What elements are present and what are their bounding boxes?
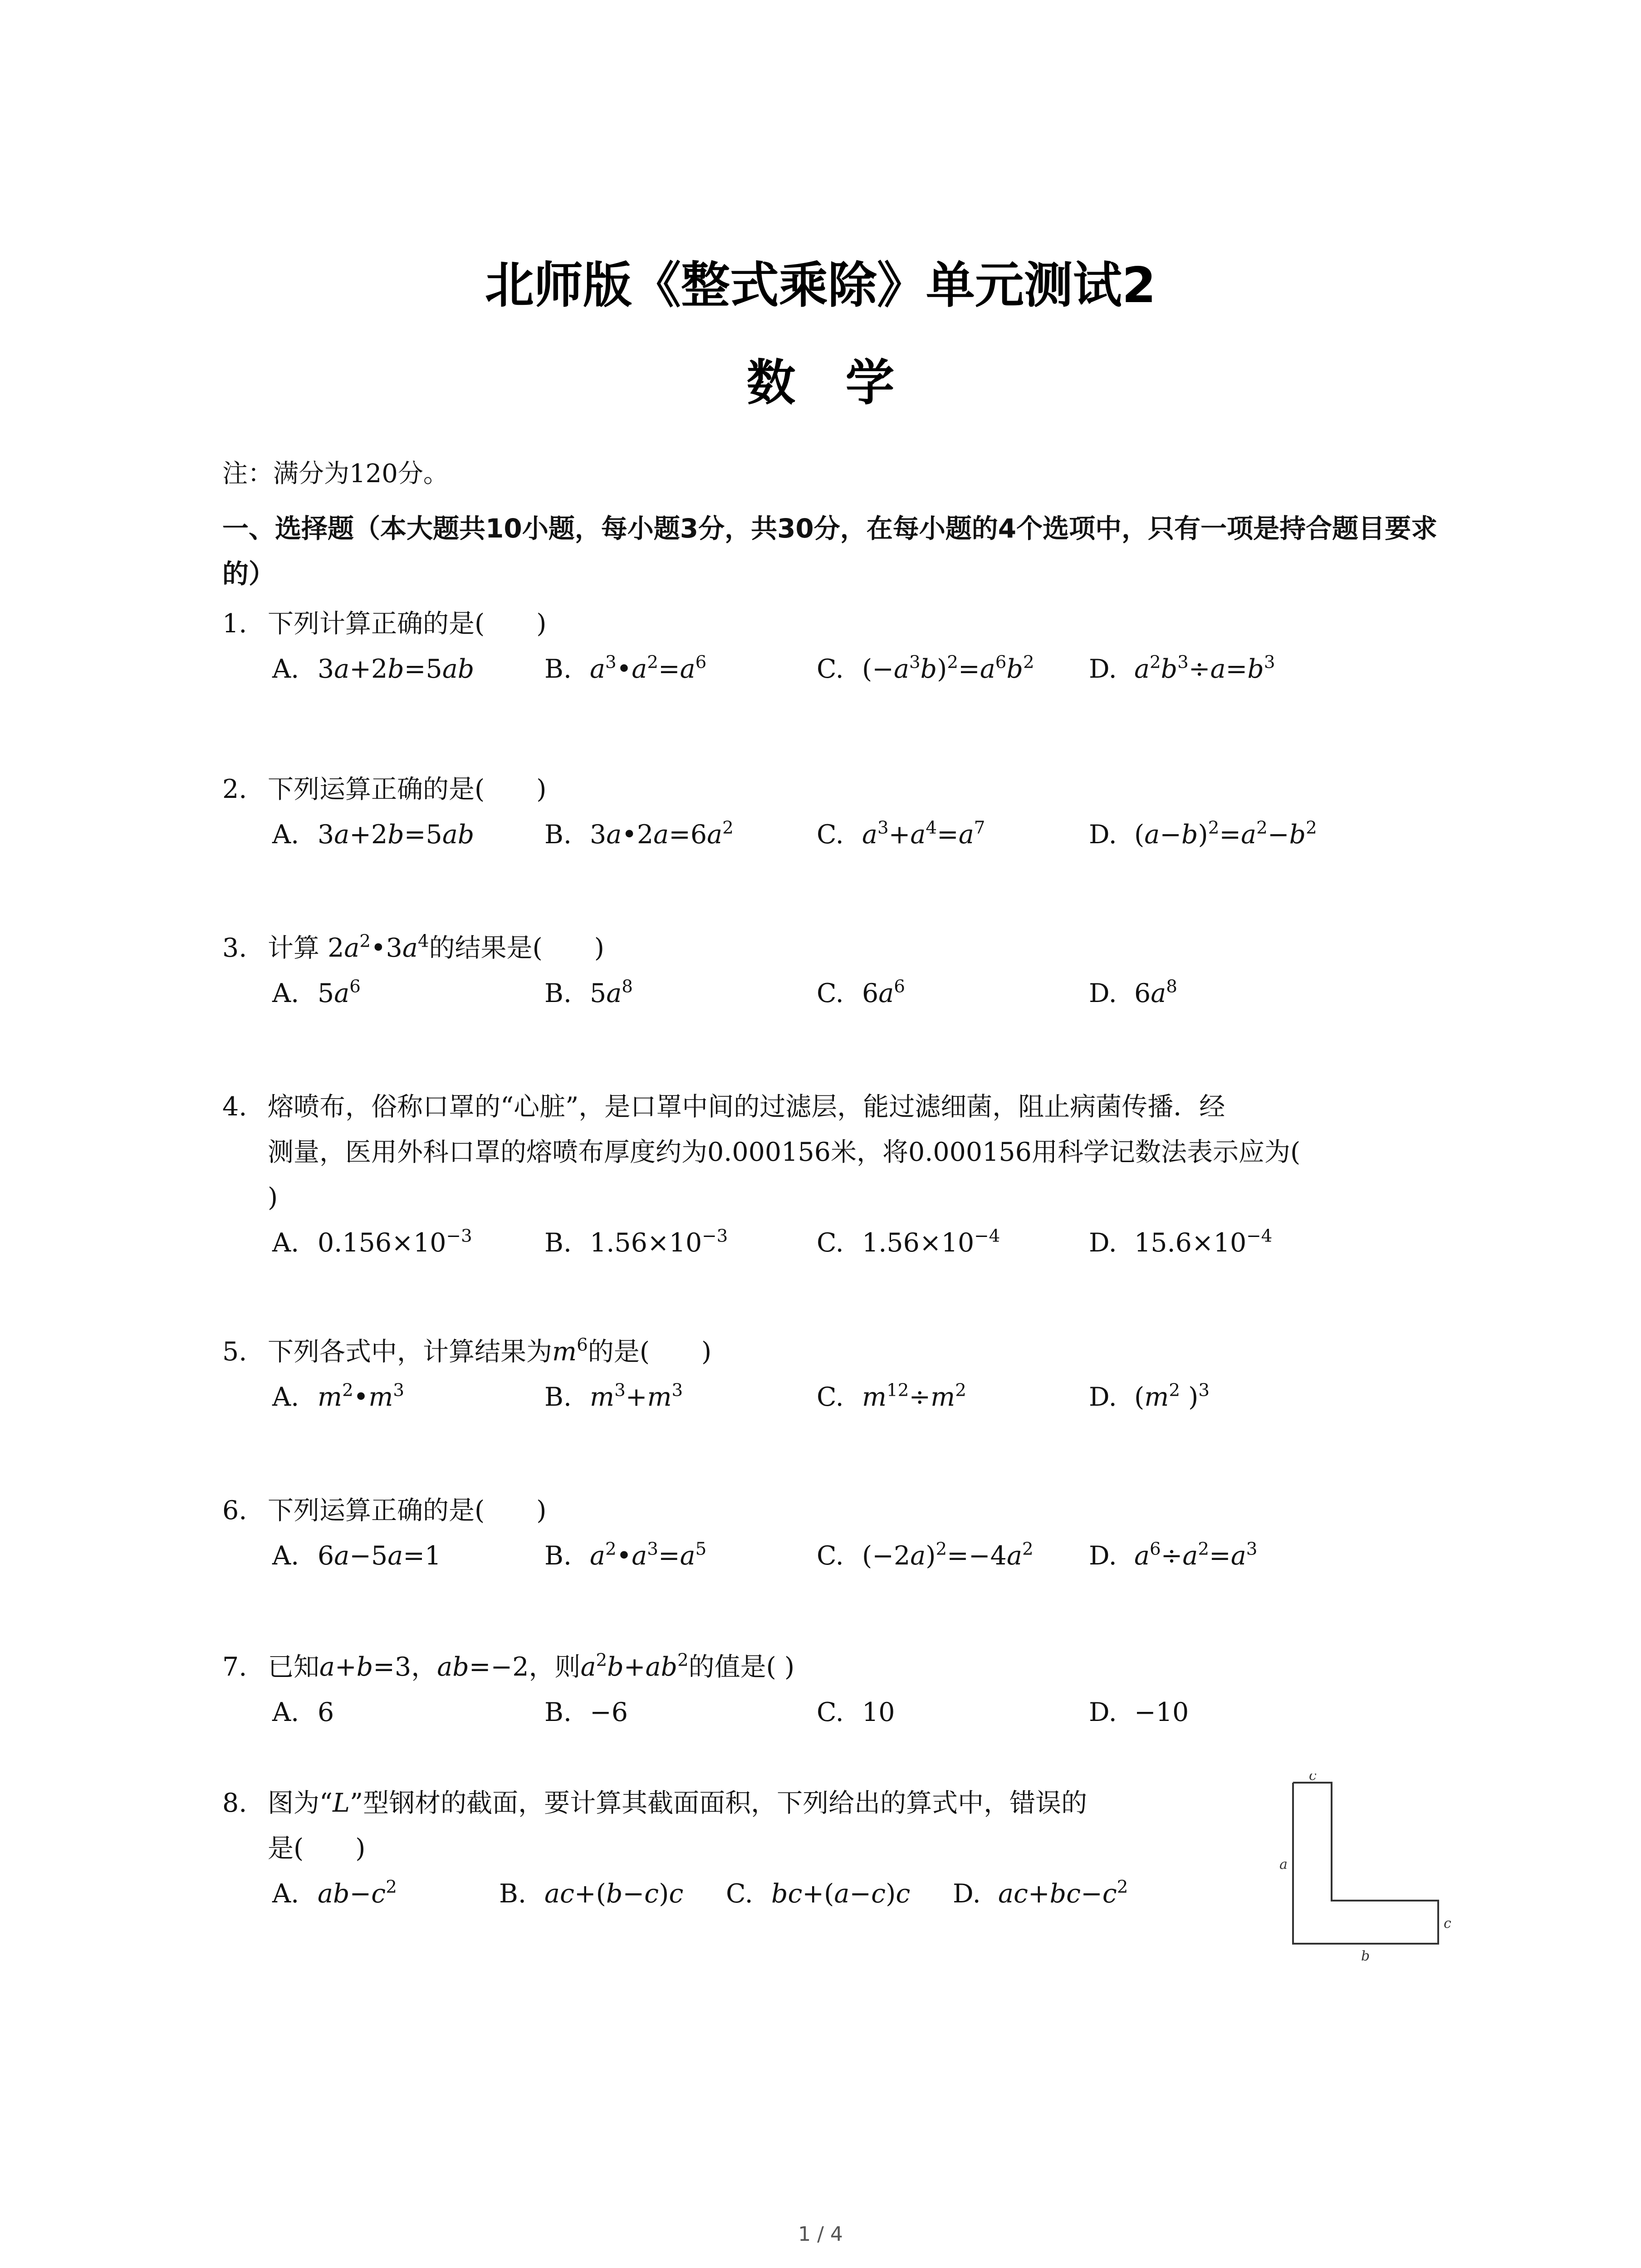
label-top-c: c — [1309, 1774, 1317, 1784]
option-b[interactable] — [499, 1871, 683, 1916]
option-label: A. — [272, 1879, 299, 1909]
option-label: D. — [953, 1879, 981, 1909]
option-expression: $a^3•a^2=a^6$ — [590, 652, 707, 684]
question-stem-text: 测量，医用外科口罩的熔喷布厚度约为0.000156米，将0.000156用科学记数法表示应为( — [268, 1137, 1301, 1167]
option-expression: $ab-c^2$ — [318, 1877, 397, 1909]
option-d[interactable] — [1089, 1374, 1210, 1420]
option-label: D. — [1089, 654, 1117, 684]
option-label: C. — [817, 1697, 844, 1727]
option-expression: −6 — [590, 1697, 628, 1727]
option-label: B. — [544, 654, 572, 684]
option-b[interactable] — [544, 1690, 628, 1735]
question-stem-line — [222, 1084, 1465, 1129]
option-d[interactable] — [1089, 812, 1317, 857]
option-expression: 3a+2b=5ab — [318, 820, 475, 850]
option-d[interactable] — [1089, 646, 1275, 692]
option-a[interactable] — [272, 646, 474, 692]
option-expression: $a^2•a^3=a^5$ — [590, 1539, 707, 1571]
question-number: 6. — [222, 1496, 247, 1525]
option-a[interactable] — [272, 1871, 397, 1916]
question-6 — [222, 1488, 1465, 1533]
page-subtitle: 数学 — [746, 355, 945, 411]
option-label: D. — [1089, 820, 1117, 850]
option-expression: $m^2•m^3$ — [318, 1380, 405, 1412]
option-expression: $a^6\div a^2=a^3$ — [1134, 1539, 1258, 1571]
option-expression: 6 — [318, 1697, 334, 1727]
question-7 — [222, 1644, 1465, 1690]
question-stem-text: 图为“L”型钢材的截面，要计算其截面面积，下列给出的算式中，错误的 — [268, 1788, 1087, 1818]
option-c[interactable] — [817, 1220, 1000, 1266]
option-expression: $a^3+a^4=a^7$ — [862, 817, 985, 850]
option-expression: 3a+2b=5ab — [318, 654, 475, 684]
option-b[interactable] — [544, 1533, 706, 1579]
option-label: D. — [1089, 1541, 1117, 1571]
option-a[interactable] — [272, 1533, 441, 1579]
question-stem-line — [222, 1129, 1465, 1175]
option-c[interactable] — [817, 1690, 895, 1735]
label-bottom-b: b — [1361, 1948, 1370, 1964]
question-stem-line — [222, 1175, 1465, 1220]
l-shape-outline — [1293, 1783, 1438, 1944]
question-stem-line — [222, 925, 1465, 971]
option-expression: $15.6\times 10^{-4}$ — [1134, 1226, 1273, 1258]
question-stem-line — [222, 601, 1465, 646]
page-number: 1 / 4 — [798, 2223, 843, 2246]
option-label: C. — [817, 820, 844, 850]
option-expression: $1.56\times 10^{-3}$ — [590, 1226, 728, 1258]
option-expression: $6a^8$ — [1134, 976, 1177, 1008]
question-stem-text: 下列运算正确的是( ) — [268, 1496, 547, 1525]
option-d[interactable] — [1089, 1533, 1257, 1579]
question-5 — [222, 1329, 1465, 1374]
option-label: D. — [1089, 1697, 1117, 1727]
question-stem-text: 熔喷布，俗称口罩的“心脏”，是口罩中间的过滤层，能过滤细菌，阻止病菌传播．经 — [268, 1092, 1225, 1122]
option-label: B. — [544, 1541, 572, 1571]
option-label: C. — [726, 1879, 753, 1909]
option-label: B. — [544, 1228, 572, 1258]
question-stem-text: 下列计算正确的是( ) — [268, 609, 547, 639]
option-expression: $a^2b^3\div a=b^3$ — [1134, 652, 1275, 684]
option-label: D. — [1089, 1382, 1117, 1412]
option-label: C. — [817, 1541, 844, 1571]
option-label: A. — [272, 1382, 299, 1412]
option-c[interactable] — [817, 1374, 966, 1420]
question-number: 4. — [222, 1092, 247, 1122]
question-stem-line — [222, 767, 1465, 812]
option-expression: $ac+bc-c^2$ — [998, 1877, 1128, 1909]
option-expression: $5a^6$ — [318, 976, 361, 1008]
option-label: A. — [272, 978, 299, 1008]
score-note: 注：满分为120分。 — [222, 459, 449, 489]
question-number: 7. — [222, 1652, 247, 1682]
option-expression: $6a^6$ — [862, 976, 905, 1008]
option-b[interactable] — [544, 971, 633, 1016]
option-expression: ac+(b−c)c — [544, 1879, 684, 1909]
option-expression: $m^3+m^3$ — [590, 1380, 683, 1412]
option-label: C. — [817, 654, 844, 684]
option-expression: $(a-b)^2=a^2-b^2$ — [1134, 817, 1317, 850]
option-c[interactable] — [817, 812, 985, 857]
question-4 — [222, 1084, 1465, 1220]
label-right-c: c — [1444, 1916, 1451, 1931]
option-d[interactable] — [953, 1871, 1128, 1916]
question-1 — [222, 601, 1465, 646]
option-label: B. — [544, 1697, 572, 1727]
question-number: 1. — [222, 609, 247, 639]
question-stem-line — [222, 1644, 1465, 1690]
option-d[interactable] — [1089, 971, 1177, 1016]
question-number: 5. — [222, 1337, 247, 1367]
page-title: 北师版《整式乘除》单元测试2 — [485, 257, 1156, 314]
option-expression: $5a^8$ — [590, 976, 633, 1008]
option-c[interactable] — [726, 1871, 910, 1916]
option-label: C. — [817, 1228, 844, 1258]
option-a[interactable] — [272, 1690, 334, 1735]
option-a[interactable] — [272, 971, 361, 1016]
option-b[interactable] — [544, 812, 734, 857]
question-stem-text: 是( ) — [268, 1833, 366, 1863]
label-left-a: a — [1279, 1857, 1288, 1872]
option-c[interactable] — [817, 1533, 1034, 1579]
option-expression: 6a−5a=1 — [318, 1541, 441, 1571]
option-a[interactable] — [272, 812, 474, 857]
question-2 — [222, 767, 1465, 812]
option-label: B. — [499, 1879, 527, 1909]
question-number: 3. — [222, 933, 247, 963]
question-stem-text: 下列运算正确的是( ) — [268, 774, 547, 804]
option-label: D. — [1089, 1228, 1117, 1258]
section-heading: 一、选择题（本大题共10小题，每小题3分，共30分，在每小题的4个选项中，只有一项是持合题目要求的） — [222, 513, 1438, 589]
option-b[interactable] — [544, 646, 706, 692]
option-label: D. — [1089, 978, 1117, 1008]
option-expression: $m^{12}\div m^2$ — [862, 1380, 966, 1412]
option-label: C. — [817, 978, 844, 1008]
option-label: A. — [272, 820, 299, 850]
option-label: C. — [817, 1382, 844, 1412]
option-label: B. — [544, 1382, 572, 1412]
option-b[interactable] — [544, 1220, 728, 1266]
option-label: B. — [544, 820, 572, 850]
option-expression: −10 — [1134, 1697, 1189, 1727]
option-expression: $3a•2a=6a^2$ — [590, 817, 734, 850]
option-label: A. — [272, 1228, 299, 1258]
option-a[interactable] — [272, 1374, 404, 1420]
l-shape-figure — [1266, 1774, 1456, 1964]
option-expression: $(-2a)^2=-4a^2$ — [862, 1539, 1034, 1571]
question-number: 2. — [222, 774, 247, 804]
question-stem-line — [222, 1329, 1465, 1374]
option-d[interactable] — [1089, 1220, 1272, 1266]
option-b[interactable] — [544, 1374, 683, 1420]
question-stem-text: 已知a+b=3，ab=−2，则$a^2b+ab^2$的值是( ) — [268, 1650, 795, 1682]
question-number: 8. — [222, 1788, 247, 1818]
option-c[interactable] — [817, 971, 905, 1016]
option-d[interactable] — [1089, 1690, 1189, 1735]
option-c[interactable] — [817, 646, 1034, 692]
option-a[interactable] — [272, 1220, 472, 1266]
option-label: A. — [272, 654, 299, 684]
option-label: A. — [272, 1697, 299, 1727]
option-expression: ($m^2$ )$^3$ — [1134, 1380, 1210, 1412]
option-expression: $0.156\times 10^{-3}$ — [318, 1226, 472, 1258]
question-stem-text: 计算 $2a^2•3a^4$的结果是( ) — [268, 931, 605, 963]
question-stem-text: 下列各式中，计算结果为$m^6$的是( ) — [268, 1334, 712, 1367]
option-expression: 10 — [862, 1697, 895, 1727]
option-label: A. — [272, 1541, 299, 1571]
question-stem-line — [222, 1488, 1465, 1533]
option-label: B. — [544, 978, 572, 1008]
option-expression: $1.56\times 10^{-4}$ — [862, 1226, 1000, 1258]
question-stem-text: ) — [268, 1183, 278, 1212]
question-3 — [222, 925, 1465, 971]
l-shape-diagram — [1266, 1774, 1456, 1964]
option-expression: bc+(a−c)c — [771, 1879, 911, 1909]
option-expression: $(-a^3b)^2=a^6b^2$ — [862, 652, 1034, 684]
